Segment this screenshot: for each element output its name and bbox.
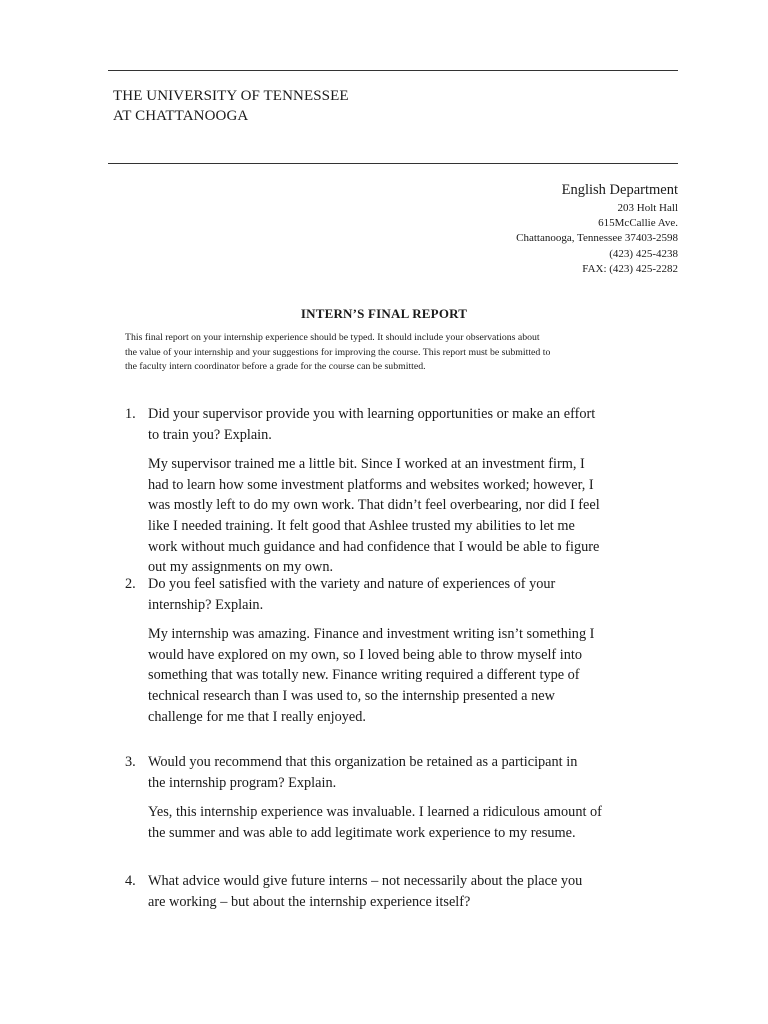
question-line: are working – but about the internship experience itself? xyxy=(148,893,471,910)
address-street-1: 203 Holt Hall xyxy=(617,202,678,214)
address-street-2: 615McCallie Ave. xyxy=(598,217,678,230)
question-number: 1. xyxy=(125,406,136,422)
question-block-1 xyxy=(125,404,685,578)
question-line: Would you recommend that this organization be retained as a participant in xyxy=(148,754,578,770)
instructions-line: This final report on your internship experience should be typed. It should include your observations about xyxy=(125,332,540,343)
address-fax: FAX: (423) 425-2282 xyxy=(582,262,678,275)
question-text xyxy=(148,871,685,912)
answer-line: My supervisor trained me a little bit. Since I worked at an investment firm, I xyxy=(148,456,585,473)
answer-text xyxy=(148,454,685,578)
department-address xyxy=(516,181,678,277)
question-line: internship? Explain. xyxy=(148,596,264,613)
question-number: 3. xyxy=(125,754,136,770)
answer-line: would have explored on my own, so I loved being able to throw myself into xyxy=(148,646,582,663)
answer-text xyxy=(148,802,685,843)
answer-line: My internship was amazing. Finance and investment writing isn’t something I xyxy=(148,626,595,643)
report-instructions xyxy=(125,331,680,375)
answer-line: had to learn how some investment platforms and websites worked; however, I xyxy=(148,476,594,493)
question-line: the internship program? Explain. xyxy=(148,774,337,791)
question-text xyxy=(148,752,685,793)
answer-line: out my assignments on my own. xyxy=(148,559,334,576)
answer-line: something that was totally new. Finance writing required a different type of xyxy=(148,667,580,684)
answer-line: technical research than I was used to, so the internship presented a new xyxy=(148,687,555,704)
address-city: Chattanooga, Tennessee 37403-2598 xyxy=(516,232,678,245)
answer-line: work without much guidance and had confidence that I would be able to figure xyxy=(148,538,600,555)
answer-text xyxy=(148,624,685,727)
answer-line: challenge for me that I really enjoyed. xyxy=(148,708,366,725)
instructions-line: the faculty intern coordinator before a grade for the course can be submitted. xyxy=(125,361,426,373)
address-phone: (423) 425-4238 xyxy=(609,247,678,260)
department-name: English Department xyxy=(561,182,678,198)
question-line: Do you feel satisfied with the variety and nature of experiences of your xyxy=(148,576,556,592)
header-top-rule xyxy=(108,70,678,71)
question-block-4 xyxy=(125,871,685,912)
answer-line: like I needed training. It felt good that Ashlee trusted my abilities to let me xyxy=(148,517,575,534)
answer-line: Yes, this internship experience was invaluable. I learned a ridiculous amount of xyxy=(148,804,602,821)
question-text xyxy=(148,574,685,615)
question-block-3 xyxy=(125,752,685,843)
university-line-2: AT CHATTANOOGA xyxy=(113,108,249,124)
question-text xyxy=(148,404,685,445)
university-line-1: THE UNIVERSITY OF TENNESSEE xyxy=(113,88,349,104)
question-line: What advice would give future interns – not necessarily about the place you xyxy=(148,873,583,889)
question-line: to train you? Explain. xyxy=(148,426,272,443)
report-title: INTERN’S FINAL REPORT xyxy=(300,306,468,321)
question-line: Did your supervisor provide you with learning opportunities or make an effort xyxy=(148,406,596,422)
question-block-2 xyxy=(125,574,685,727)
question-number: 2. xyxy=(125,576,136,592)
header-bottom-rule xyxy=(108,163,678,164)
answer-line: the summer and was able to add legitimate work experience to my resume. xyxy=(148,824,576,841)
question-number: 4. xyxy=(125,873,136,889)
university-name xyxy=(113,86,349,126)
answer-line: was mostly left to do my own work. That didn’t feel overbearing, nor did I feel xyxy=(148,497,600,514)
instructions-line: the value of your internship and your suggestions for improving the course. This report must be submitted to xyxy=(125,346,551,358)
